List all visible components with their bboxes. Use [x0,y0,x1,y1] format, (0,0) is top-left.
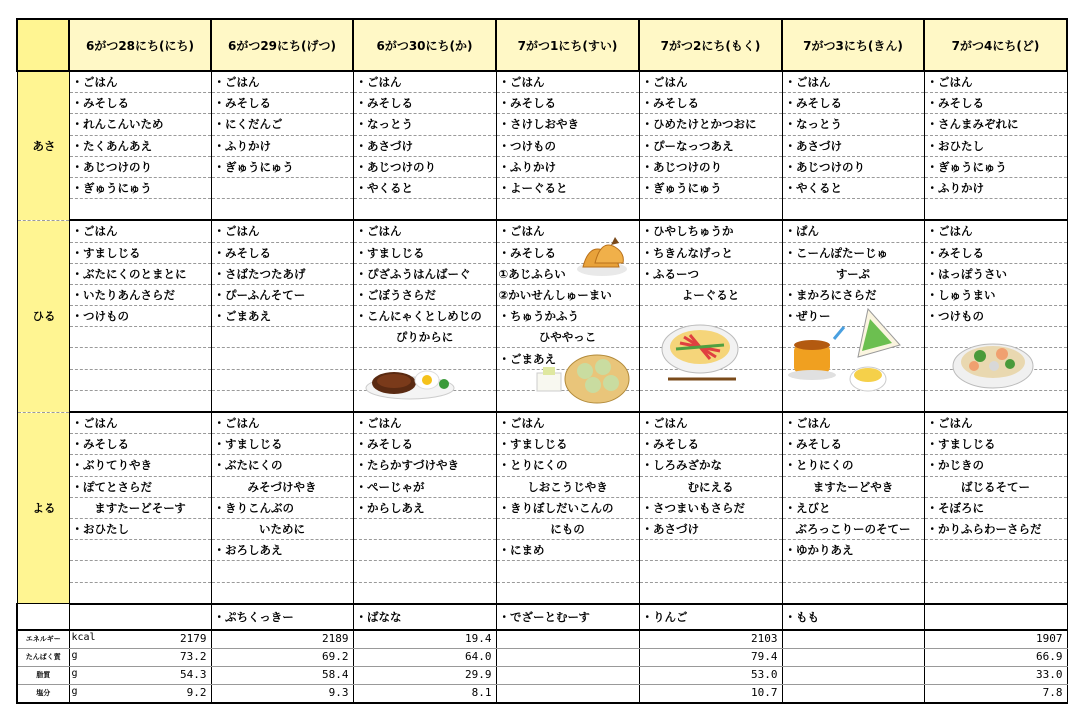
menu-item [782,327,924,348]
nutrition-cell [69,666,211,684]
menu-item [496,582,639,604]
header-corner [17,19,69,71]
nutrition-value: 58.4 [322,667,349,681]
meal-label: あさ [17,71,69,220]
menu-item: ・やくると [782,177,924,198]
menu-item: ・みそしる [353,434,496,455]
menu-item: みそづけやき [211,476,353,497]
menu-item: ①あじふらい [496,263,639,284]
menu-item: ・すましじる [924,434,1067,455]
nutrition-cell [639,630,782,649]
menu-item [639,199,782,221]
menu-item: ・かじきの [924,455,1067,476]
nutrition-cell [782,648,924,666]
menu-item: ・さばたつたあげ [211,263,353,284]
nutrition-value: 2189 [322,631,349,645]
menu-item: ・あじつけのり [353,156,496,177]
menu-item [69,390,211,412]
menu-item [353,561,496,582]
menu-item [639,369,782,390]
nutrition-cell [211,684,353,703]
menu-item: ・からしあえ [353,497,496,518]
menu-item [69,540,211,561]
day-header: 6がつ29にち(げつ) [211,19,353,71]
menu-item: ・そぼろに [924,497,1067,518]
nutrition-value: 9.2 [186,685,207,699]
menu-item: ・ごはん [496,71,639,93]
menu-item: ・とりにくの [496,455,639,476]
menu-item: ・みそしる [639,93,782,114]
menu-item [353,540,496,561]
menu-item: ・よーぐると [496,177,639,198]
menu-item [639,306,782,327]
menu-item: ・ぎゅうにゅう [639,177,782,198]
menu-item: ・ぶたにくの [211,455,353,476]
menu-item: ・ごはん [211,220,353,242]
nutrition-value: 2103 [751,631,778,645]
menu-item: ・みそしる [496,242,639,263]
menu-item [69,582,211,604]
menu-item [639,348,782,369]
menu-item [924,199,1067,221]
nutrition-cell [353,630,496,649]
nutrition-cell [782,630,924,649]
menu-item: ・はっぽうさい [924,263,1067,284]
menu-item [69,327,211,348]
nutrition-cell [924,684,1067,703]
menu-item: ・おひたし [924,135,1067,156]
menu-item [639,582,782,604]
menu-item: ・ごはん [924,71,1067,93]
menu-item: ・みそしる [924,242,1067,263]
menu-item [496,390,639,412]
menu-item: ・こんにゃくとしめじの [353,306,496,327]
menu-item: ・きりこんぶの [211,497,353,518]
menu-item [211,199,353,221]
menu-item [353,199,496,221]
nutrition-value: 2179 [180,631,207,645]
menu-item: ますたーどやき [782,476,924,497]
menu-item: ・ごはん [353,71,496,93]
nutrition-value: 8.1 [471,685,492,699]
menu-item: ・ごはん [211,71,353,93]
nutrition-value: 33.0 [1036,667,1063,681]
dessert-item [924,604,1067,630]
day-header: 7がつ3にち(きん) [782,19,924,71]
menu-item [639,327,782,348]
nutrition-unit: g [71,667,78,679]
menu-item: ・にまめ [496,540,639,561]
menu-item [924,327,1067,348]
nutrition-cell [69,684,211,703]
menu-item [69,199,211,221]
menu-item: ・ふりかけ [496,156,639,177]
menu-item [924,348,1067,369]
nutrition-unit: kcal [71,631,96,643]
nutrition-cell [353,666,496,684]
menu-item [69,561,211,582]
menu-item [782,199,924,221]
nutrition-label: 脂質 [17,666,69,684]
menu-item: ・やくると [353,177,496,198]
menu-item: ・ちきんなげっと [639,242,782,263]
menu-item: ・すましじる [69,242,211,263]
dessert-item: ・でざーとむーす [496,604,639,630]
nutrition-unit: g [71,649,78,661]
menu-item [353,369,496,390]
menu-item: ・おろしあえ [211,540,353,561]
menu-item: しおこうじやき [496,476,639,497]
nutrition-cell [69,630,211,649]
menu-item: ・ふりかけ [211,135,353,156]
menu-item: ・あじつけのり [639,156,782,177]
nutrition-cell [639,648,782,666]
nutrition-cell [353,648,496,666]
menu-item: ばじるそてー [924,476,1067,497]
menu-item: ・ごはん [639,71,782,93]
menu-item [69,348,211,369]
menu-item: ・ごはん [353,412,496,434]
menu-item: ・ぎゅうにゅう [69,177,211,198]
menu-item: ・なっとう [353,114,496,135]
menu-item: ・あじつけのり [782,156,924,177]
menu-item: ・ぎゅうにゅう [211,156,353,177]
menu-item: ・ぽてとさらだ [69,476,211,497]
menu-item: ・ぜりー [782,306,924,327]
dessert-item: ・ぷちくっきー [211,604,353,630]
menu-item [782,561,924,582]
menu-item: よーぐると [639,284,782,305]
menu-item: ・みそしる [211,93,353,114]
menu-item [639,390,782,412]
menu-item [353,518,496,539]
menu-item: ぴりからに [353,327,496,348]
menu-table [16,18,1068,704]
menu-item: ・ぶりてりやき [69,455,211,476]
menu-item: ・さんまみぞれに [924,114,1067,135]
menu-item: ・さけしおやき [496,114,639,135]
menu-item: ・たくあんあえ [69,135,211,156]
menu-item: ・あさづけ [782,135,924,156]
menu-item: ・ごはん [924,220,1067,242]
nutrition-cell [924,630,1067,649]
menu-item: むにえる [639,476,782,497]
menu-item: ・ごはん [69,220,211,242]
menu-item [782,369,924,390]
menu-item: ・ごまあえ [496,348,639,369]
nutrition-value: 1907 [1036,631,1063,645]
day-header: 7がつ1にち(すい) [496,19,639,71]
nutrition-cell [924,648,1067,666]
menu-item: ・ごはん [782,412,924,434]
menu-item: ・ごはん [496,412,639,434]
nutrition-cell [496,666,639,684]
nutrition-cell [496,684,639,703]
menu-item: ・ひやしちゅうか [639,220,782,242]
menu-item: ・みそしる [211,242,353,263]
menu-item [211,327,353,348]
menu-item [353,390,496,412]
menu-item: ・たらかすづけやき [353,455,496,476]
menu-item: すーぷ [782,263,924,284]
menu-item: ・あさづけ [353,135,496,156]
day-header: 6がつ28にち(にち) [69,19,211,71]
menu-item: ・ぶたにくのとまとに [69,263,211,284]
menu-item: ・すましじる [353,242,496,263]
menu-item: ・れんこんいため [69,114,211,135]
nutrition-label: エネルギー [17,630,69,649]
nutrition-value: 69.2 [322,649,349,663]
menu-item: ・ごはん [639,412,782,434]
menu-item [924,582,1067,604]
menu-item [782,348,924,369]
menu-item: ・みそしる [69,93,211,114]
menu-item: ・ぺーじゃが [353,476,496,497]
menu-item [211,390,353,412]
menu-item: ・みそしる [496,93,639,114]
nutrition-value: 7.8 [1042,685,1063,699]
nutrition-cell [211,630,353,649]
menu-item [924,561,1067,582]
menu-item: ・しろみざかな [639,455,782,476]
nutrition-cell [639,666,782,684]
menu-item: ・ごぼうさらだ [353,284,496,305]
nutrition-cell [211,666,353,684]
menu-item: ・ゆかりあえ [782,540,924,561]
menu-item: ますたーどそーす [69,497,211,518]
menu-item [782,582,924,604]
meal-label: ひる [17,220,69,412]
nutrition-label: たんぱく質 [17,648,69,666]
menu-item [496,561,639,582]
nutrition-value: 53.0 [751,667,778,681]
nutrition-label: 塩分 [17,684,69,703]
menu-item: ・かりふらわーさらだ [924,518,1067,539]
menu-item [924,390,1067,412]
day-header: 7がつ4にち(ど) [924,19,1067,71]
menu-item: ・ごはん [211,412,353,434]
nutrition-cell [782,684,924,703]
menu-item: ・ごはん [496,220,639,242]
menu-item: ・みそしる [639,434,782,455]
day-header: 7がつ2にち(もく) [639,19,782,71]
menu-item [211,561,353,582]
menu-item: ・つけもの [496,135,639,156]
dessert-label [17,604,69,630]
menu-item: ②かいせんしゅーまい [496,284,639,305]
menu-item [211,582,353,604]
menu-item: ・みそしる [924,93,1067,114]
menu-item [496,199,639,221]
nutrition-cell [353,684,496,703]
menu-item [924,540,1067,561]
menu-item: ・ぎゅうにゅう [924,156,1067,177]
menu-item: ・とりにくの [782,455,924,476]
menu-item: ・こーんぽたーじゅ [782,242,924,263]
menu-item [211,348,353,369]
menu-item [69,369,211,390]
menu-item: ・ごはん [353,220,496,242]
nutrition-cell [639,684,782,703]
menu-item: ・ひめたけとかつおに [639,114,782,135]
menu-item: ・ふるーつ [639,263,782,284]
menu-item: ・あじつけのり [69,156,211,177]
menu-item: ・しゅうまい [924,284,1067,305]
menu-item [211,369,353,390]
dessert-item: ・ばなな [353,604,496,630]
dessert-item: ・もも [782,604,924,630]
menu-item: にもの [496,518,639,539]
nutrition-value: 19.4 [465,631,492,645]
menu-item: ・なっとう [782,114,924,135]
menu-item: ・えびと [782,497,924,518]
menu-item: ・おひたし [69,518,211,539]
nutrition-value: 73.2 [180,649,207,663]
menu-item [639,540,782,561]
menu-item: ・ごはん [69,412,211,434]
nutrition-value: 64.0 [465,649,492,663]
menu-item [496,369,639,390]
menu-item [353,582,496,604]
menu-item [782,390,924,412]
menu-item: ・つけもの [69,306,211,327]
menu-item: ・みそしる [782,434,924,455]
menu-item: ・つけもの [924,306,1067,327]
nutrition-cell [924,666,1067,684]
menu-item [353,348,496,369]
dessert-item: ・りんご [639,604,782,630]
nutrition-value: 79.4 [751,649,778,663]
nutrition-cell [496,630,639,649]
menu-item: ・みそしる [782,93,924,114]
day-header: 6がつ30にち(か) [353,19,496,71]
meal-label: よる [17,412,69,604]
nutrition-unit: g [71,685,78,697]
nutrition-value: 29.9 [465,667,492,681]
menu-item: いために [211,518,353,539]
menu-item: ・ごはん [924,412,1067,434]
menu-item: ・すましじる [496,434,639,455]
menu-sheet [16,18,1066,703]
nutrition-value: 66.9 [1036,649,1063,663]
menu-item: ・にくだんご [211,114,353,135]
menu-item: ・さつまいもさらだ [639,497,782,518]
menu-item: ・ふりかけ [924,177,1067,198]
nutrition-cell [496,648,639,666]
menu-item: ・みそしる [69,434,211,455]
nutrition-value: 9.3 [328,685,349,699]
menu-item: ・あさづけ [639,518,782,539]
menu-item: ・すましじる [211,434,353,455]
menu-item: ひややっこ [496,327,639,348]
menu-item: ・いたりあんさらだ [69,284,211,305]
menu-item: ・ごまあえ [211,306,353,327]
menu-item: ぶろっこりーのそてー [782,518,924,539]
menu-item: ・ぴーふんそてー [211,284,353,305]
nutrition-cell [69,648,211,666]
menu-item [924,369,1067,390]
menu-item [211,177,353,198]
menu-item: ・まかろにさらだ [782,284,924,305]
nutrition-cell [782,666,924,684]
nutrition-cell [211,648,353,666]
dessert-item [69,604,211,630]
menu-item: ・みそしる [353,93,496,114]
menu-item: ・ごはん [69,71,211,93]
menu-item: ・ぴざふうはんばーぐ [353,263,496,284]
nutrition-value: 10.7 [751,685,778,699]
menu-item: ・きりぼしだいこんの [496,497,639,518]
nutrition-value: 54.3 [180,667,207,681]
menu-item: ・ぴーなっつあえ [639,135,782,156]
menu-item [639,561,782,582]
menu-item: ・ごはん [782,71,924,93]
menu-item: ・ぱん [782,220,924,242]
menu-item: ・ちゅうかふう [496,306,639,327]
